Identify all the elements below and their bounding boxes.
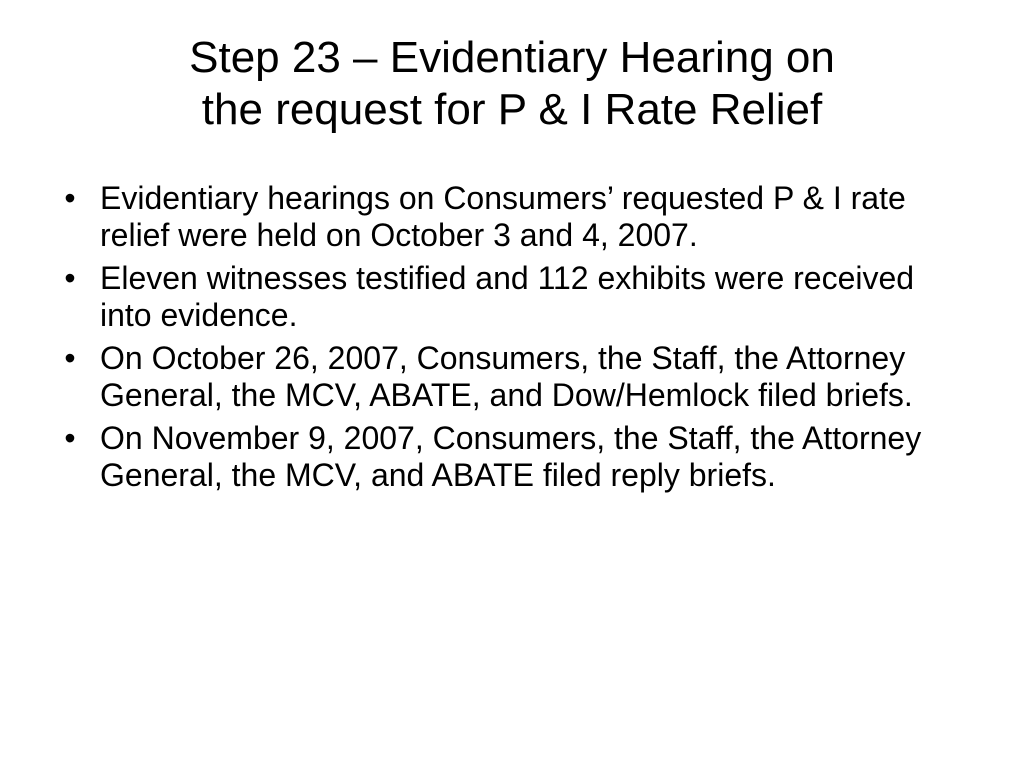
bullet-dot-icon: • — [64, 180, 76, 216]
bullet-item — [60, 180, 970, 253]
bullet-text-briefs: On October 26, 2007, Consumers, the Staff, the Attorney General, the MCV, ABATE, and Dow/Hemlock filed briefs. — [100, 340, 913, 413]
title-line-2: the request for P & I Rate Relief — [201, 85, 823, 134]
title-line-1: Step 23 – Evidentiary Hearing on — [189, 33, 835, 82]
slide-title — [60, 32, 964, 136]
bullet-dot-icon: • — [64, 260, 76, 296]
bullet-text-reply-briefs: On November 9, 2007, Consumers, the Staff, the Attorney General, the MCV, and ABATE filed reply briefs. — [100, 420, 922, 493]
bullet-item — [60, 420, 970, 493]
bullet-list — [60, 180, 970, 500]
bullet-text-witnesses: Eleven witnesses testified and 112 exhibits were received into evidence. — [100, 260, 915, 333]
bullet-dot-icon: • — [64, 420, 76, 456]
bullet-item — [60, 340, 970, 413]
bullet-text-hearings: Evidentiary hearings on Consumers’ requested P & I rate relief were held on October 3 and 4, 2007. — [100, 180, 906, 253]
bullet-item — [60, 260, 970, 333]
bullet-dot-icon: • — [64, 340, 76, 376]
